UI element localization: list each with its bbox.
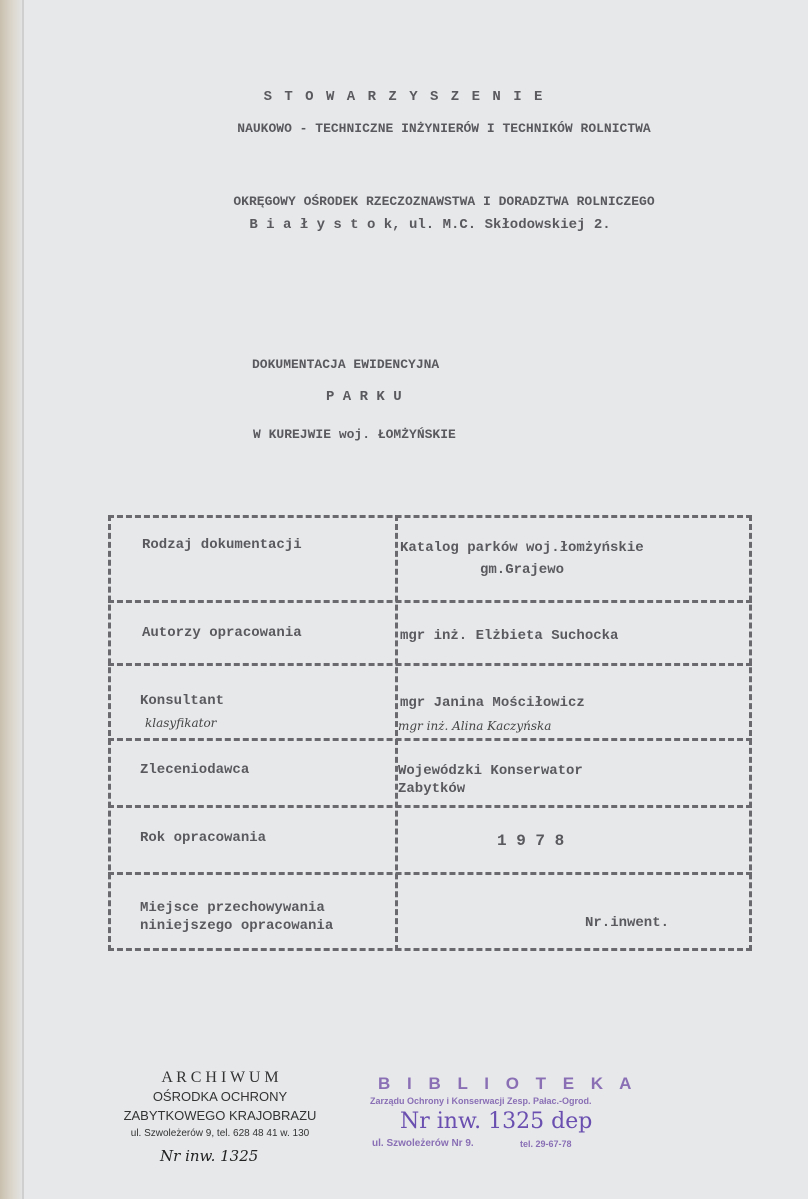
row-value: Nr.inwent. xyxy=(585,915,670,931)
row-label: Miejsce przechowywania xyxy=(140,900,325,916)
library-stamp-phone: tel. 29-67-78 xyxy=(520,1139,572,1149)
table-row-divider xyxy=(108,805,752,808)
title-line-2: P A R K U xyxy=(326,389,402,405)
archive-address: ul. Szwoleżerów 9, tel. 628 48 41 w. 130 xyxy=(130,1128,310,1139)
row-label: Autorzy opracowania xyxy=(142,625,302,641)
table-row-divider xyxy=(108,600,752,603)
row-label: Zleceniodawca xyxy=(140,762,250,778)
table-column-divider xyxy=(395,515,398,951)
handwritten-note: mgr inż. Alina Kaczyńska xyxy=(398,719,552,733)
archive-handwritten-number: Nr inw. 1325 xyxy=(160,1147,259,1165)
row-value: Katalog parków woj.łomżyńskie xyxy=(400,540,644,556)
handwritten-note: klasyfikator xyxy=(145,716,217,730)
library-stamp-line-2: Zarządu Ochrony i Konserwacji Zesp. Pałac.-Ogrod. xyxy=(370,1096,592,1106)
row-label: Rodzaj dokumentacji xyxy=(142,537,302,553)
header-line-1: S T O W A R Z Y S Z E N I E xyxy=(263,89,545,105)
row-value: mgr Janina Mościłowicz xyxy=(400,695,585,711)
header-line-2: NAUKOWO - TECHNICZNE INŻYNIERÓW I TECHNIKÓW ROLNICTWA xyxy=(237,121,651,136)
header-line-3: OKRĘGOWY OŚRODEK RZECZOZNAWSTWA I DORADZTWA ROLNICZEGO xyxy=(233,194,655,209)
library-handwritten-number: Nr inw. 1325 dep xyxy=(400,1109,593,1134)
archive-title: A R C H I W U M xyxy=(161,1069,279,1086)
library-stamp-address: ul. Szwoleżerów Nr 9. xyxy=(372,1138,474,1149)
row-value: Zabytków xyxy=(398,781,466,797)
paper-edge xyxy=(0,0,22,1199)
library-stamp-title: B I B L I O T E K A xyxy=(378,1074,638,1093)
title-line-3: W KUREJWIE woj. ŁOMŻYŃSKIE xyxy=(253,427,456,442)
row-label: Konsultant xyxy=(140,693,225,709)
archive-line-3: ZABYTKOWEGO KRAJOBRAZU xyxy=(123,1108,317,1123)
paper-fold xyxy=(22,0,24,1199)
row-value: 1 9 7 8 xyxy=(497,832,565,850)
row-value: mgr inż. Elżbieta Suchocka xyxy=(400,628,619,644)
row-label: niniejszego opracowania xyxy=(140,918,334,934)
row-value: gm.Grajewo xyxy=(480,562,565,578)
title-line-1: DOKUMENTACJA EWIDENCYJNA xyxy=(252,357,440,372)
table-row-divider xyxy=(108,872,752,875)
document-table xyxy=(108,515,752,951)
archive-line-2: OŚRODKA OCHRONY xyxy=(152,1089,288,1104)
header-line-4: B i a ł y s t o k, ul. M.C. Skłodowskiej 2. xyxy=(249,217,611,233)
table-row-divider xyxy=(108,663,752,666)
row-label: Rok opracowania xyxy=(140,830,267,846)
table-row-divider xyxy=(108,738,752,741)
row-value: Wojewódzki Konserwator xyxy=(398,763,583,779)
